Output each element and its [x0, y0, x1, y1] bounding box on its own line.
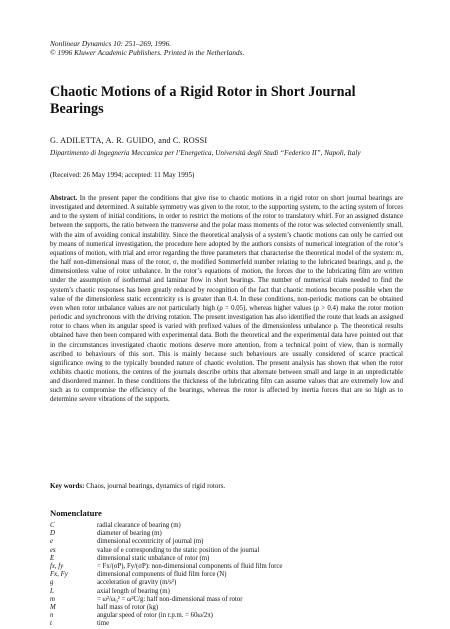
nomenclature-symbol: E: [50, 554, 55, 562]
authors: G. ADILETTA, A. R. GUIDO, and C. ROSSI: [50, 136, 208, 145]
nomenclature-description: time: [97, 620, 110, 628]
abstract-text: In the present paper the conditions that give rise to chaotic motions in a rigid rotor on short journal bearings are investigated and determined. A suitable symmetry was given to the rotor, to the supporting system, to the acting system of forces and to the system of initial conditions, in order to restrict the motions of the rotor to translatory whirl. For an assigned distance between the supports, the ratio between the transverse and the polar mass moments of the rotor was selected conveniently small, with the aim of avoiding conical instability. Since the theoretical analysis of a system’s chaotic motions can only be carried out by means of numerical investigation, the procedure here adopted by the authors consists of numerical integration of the rotor’s equations of motion, with trial and error regarding the three parameters that characterise the theoretical model of the system: m, the half non-dimensional mass of the rotor, σ, the modified Sommerfeld number relating to the lubricated bearings, and ρ, the dimensionless value of rotor unbalance. In the rotor’s equations of motion, the forces due to the lubricating film are written under the assumption of isothermal and laminar flow in short bearings. The number of numerical trials needed to find the system’s chaotic responses has been greatly reduced by recognition of the fact that chaotic motions become possible when the value of the dimensionless static eccentricity εs is greater than 0.4. In these conditions, non-periodic motions can be obtained even when rotor unbalance values are not particularly high (ρ = 0.05), whereas higher values (ρ > 0.4) make the rotor motion periodic and synchronous with the driving rotation. The present investigation has also identified the route that leads an assigned rotor to chaos when its angular speed is varied with prefixed values of the dimensionless unbalance ρ. The theoretical results obtained have then been compared with experimental data. Both the theoretical and the experimental data have pointed out that in the circumstances investigated chaotic motions deserve more attention, from a technical point of view, than is normally ascribed to behaviours of this sort. This is mainly because such behaviours are usually considered of scarce practical significance owing to the typically bounded nature of chaotic evolution. The present analysis has shown that when the rotor exhibits chaotic motions, the centres of the journals describe orbits that alternate between small and large in an unpredictable and disordered manner. In these conditions the thickness of the lubricating film can assume values that are extremely low and such as to compromise the efficiency of the bearings, whereas the rotor is affected by inertia forces that are so high as to determine severe vibrations of the supports.: [50, 195, 403, 404]
nomenclature-row: [50, 579, 410, 587]
nomenclature-row: [50, 596, 410, 604]
abstract: [50, 194, 403, 405]
nomenclature-row: [50, 538, 410, 546]
nomenclature-row: [50, 571, 410, 579]
nomenclature-description: dimensional components of fluid film force (N): [97, 571, 227, 579]
nomenclature-row: [50, 604, 410, 612]
keywords: [50, 482, 225, 490]
nomenclature-symbol: e: [50, 538, 54, 546]
nomenclature-description: value of e corresponding to the static position of the journal: [97, 546, 260, 554]
nomenclature-symbol: Fx, Fy: [50, 571, 68, 579]
copyright-line: © 1996 Kluwer Academic Publishers. Printed in the Netherlands.: [50, 48, 245, 57]
nomenclature-row: [50, 563, 410, 571]
nomenclature-row: [50, 530, 410, 538]
nomenclature-row: [50, 547, 410, 555]
received-dates: (Received: 26 May 1994; accepted: 11 May 1995): [50, 171, 195, 179]
nomenclature-description: acceleration of gravity (m/s²): [97, 579, 177, 587]
nomenclature-row: [50, 620, 410, 628]
nomenclature-symbol: es: [50, 546, 56, 554]
nomenclature-row: [50, 555, 410, 563]
nomenclature-symbol: n: [50, 612, 54, 620]
nomenclature-row: [50, 612, 410, 620]
nomenclature-row: [50, 522, 410, 530]
nomenclature-symbol: L: [50, 587, 54, 595]
journal-header: [50, 39, 244, 57]
paper-title: Chaotic Motions of a Rigid Rotor in Short Journal Bearings: [50, 84, 356, 117]
nomenclature-description: axial length of bearing (m): [97, 587, 170, 595]
nomenclature-description: half mass of rotor (kg): [97, 604, 159, 612]
nomenclature-symbol: fx, fy: [50, 563, 64, 571]
nomenclature-description: diameter of bearing (m): [97, 530, 162, 538]
nomenclature-description: dimensional eccentricity of journal (m): [97, 538, 204, 546]
nomenclature-symbol: m: [50, 595, 55, 603]
nomenclature-description: = Fx/(σP), Fy/(σP): non-dimensional components of fluid film force: [97, 563, 283, 571]
nomenclature-description: = ω²/ω₀² = ω²C/g: half non-dimensional mass of rotor: [97, 595, 243, 603]
nomenclature-symbol: D: [50, 530, 55, 538]
nomenclature-list: [50, 522, 410, 629]
nomenclature-symbol: C: [50, 522, 55, 529]
abstract-label: Abstract.: [50, 195, 78, 202]
nomenclature-description: angular speed of rotor (in r.p.m. = 60ω/2π): [97, 612, 213, 620]
keywords-label: Key words:: [50, 482, 85, 490]
nomenclature-description: radial clearance of bearing (m): [97, 522, 181, 529]
nomenclature-description: dimensional static unbalance of rotor (m): [97, 554, 210, 562]
nomenclature-heading: Nomenclature: [50, 508, 102, 518]
nomenclature-symbol: t: [50, 620, 52, 628]
journal-citation: Nonlinear Dynamics 10: 251–269, 1996.: [50, 39, 172, 48]
nomenclature-symbol: M: [50, 604, 56, 612]
affiliation: Dipartimento di Ingegneria Meccanica per l’Energetica, Università degli Studi “Federico II”, Napoli, Italy: [50, 149, 361, 157]
nomenclature-row: [50, 588, 410, 596]
keywords-text: Chaos, journal bearings, dynamics of rigid rotors.: [86, 482, 226, 490]
nomenclature-symbol: g: [50, 579, 54, 587]
